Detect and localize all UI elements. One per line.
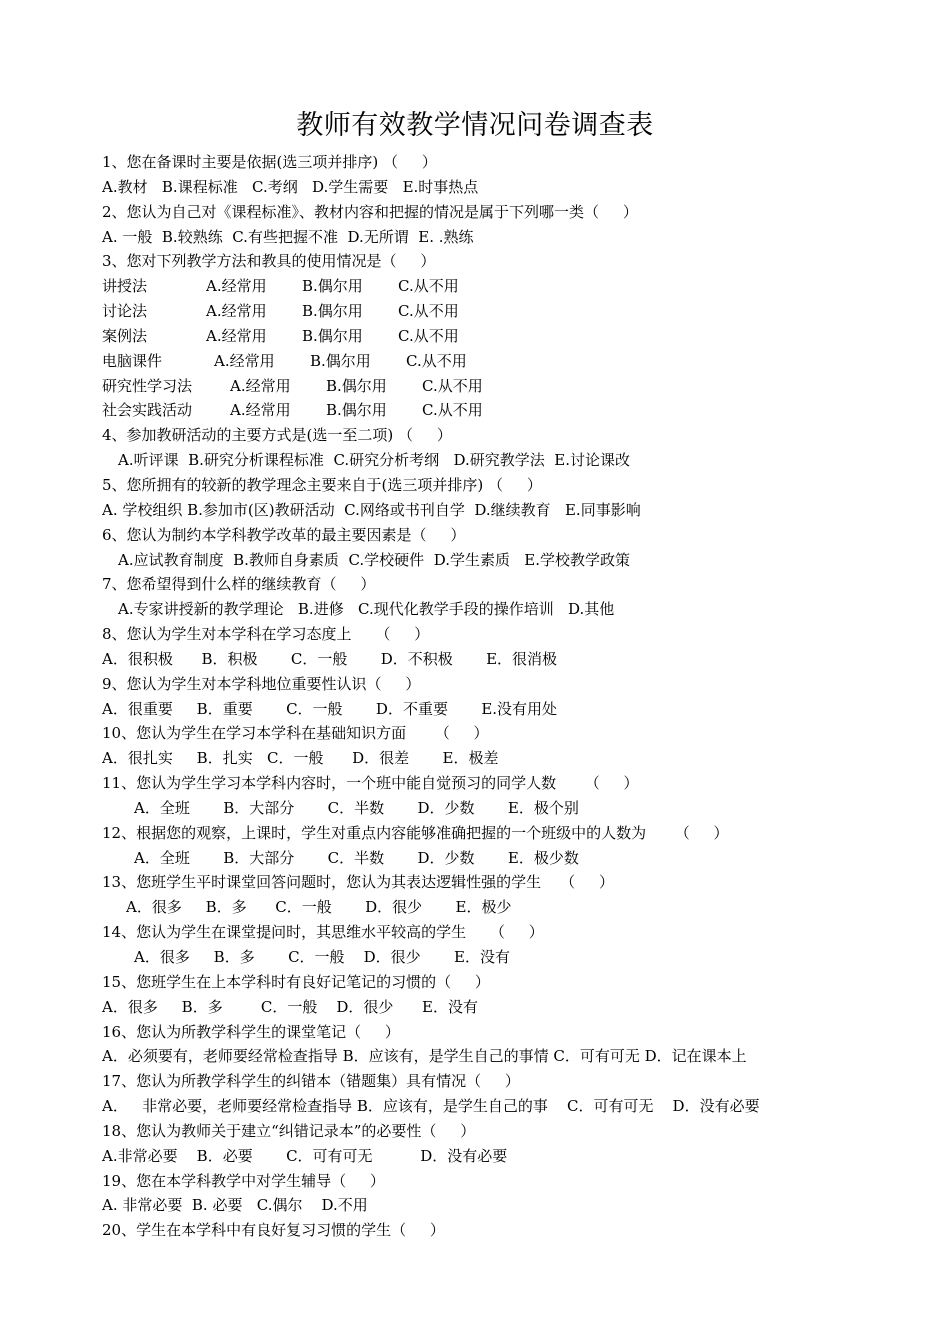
question-20: 20、学生在本学科中有良好复习习惯的学生（ ）: [102, 1221, 445, 1240]
option-b: B.偶尔用: [302, 326, 363, 345]
question-3: 3、您对下列教学方法和教具的使用情况是（ ）: [102, 252, 436, 271]
option-a: A.经常用: [230, 376, 291, 395]
options-11: A．全班 B．大部分 C．半数 D．少数 E．极个别: [134, 798, 579, 817]
options-16: A．必须要有，老师要经常检查指导 B．应该有，是学生自己的事情 C．可有可无 D．记在课本上: [102, 1047, 747, 1066]
options-18: A.非常必要 B．必要 C．可有可无 D．没有必要: [102, 1146, 508, 1165]
option-c: C.从不用: [398, 302, 459, 321]
question-17: 17、您认为所教学科学生的纠错本（错题集）具有情况（ ）: [102, 1072, 520, 1091]
question-5: 5、您所拥有的较新的教学理念主要来自于(选三项并排序) （ ）: [102, 475, 542, 494]
method-row: [102, 398, 922, 423]
method-label: 电脑课件: [102, 351, 163, 370]
method-label: 社会实践活动: [102, 401, 193, 420]
options-10: A．很扎实 B．扎实 C．一般 D．很差 E．极差: [102, 749, 499, 768]
options-12: A．全班 B．大部分 C．半数 D．少数 E．极少数: [134, 848, 579, 867]
method-label: 讨论法: [102, 302, 148, 321]
question-12: 12、根据您的观察，上课时，学生对重点内容能够准确把握的一个班级中的人数为 （ ）: [102, 823, 729, 842]
question-13: 13、您班学生平时课堂回答问题时，您认为其表达逻辑性强的学生 （ ）: [102, 873, 615, 892]
options-13: A．很多 B．多 C．一般 D．很少 E．极少: [126, 898, 512, 917]
options-2: A. 一般 B.较熟练 C.有些把握不准 D.无所谓 E. .熟练: [102, 227, 474, 246]
question-2: 2、您认为自己对《课程标准》、教材内容和把握的情况是属于下列哪一类（ ）: [102, 202, 638, 221]
option-b: B.偶尔用: [326, 376, 387, 395]
options-7: A.专家讲授新的教学理论 B.进修 C.现代化教学手段的操作培训 D.其他: [118, 600, 615, 619]
option-b: B.偶尔用: [302, 302, 363, 321]
option-a: A.经常用: [206, 326, 267, 345]
method-row: [102, 349, 922, 374]
method-row: [102, 299, 922, 324]
question-19: 19、您在本学科教学中对学生辅导（ ）: [102, 1171, 385, 1190]
question-8: 8、您认为学生对本学科在学习态度上 （ ）: [102, 625, 430, 644]
options-8: A．很积极 B．积极 C．一般 D．不积极 E．很消极: [102, 649, 558, 668]
question-6: 6、您认为制约本学科教学改革的最主要因素是（ ）: [102, 525, 466, 544]
question-18: 18、您认为教师关于建立“纠错记录本”的必要性（ ）: [102, 1121, 476, 1140]
method-label: 案例法: [102, 326, 148, 345]
method-label: 研究性学习法: [102, 376, 193, 395]
option-b: B.偶尔用: [326, 401, 387, 420]
question-11: 11、您认为学生学习本学科内容时，一个班中能自觉预习的同学人数 （ ）: [102, 774, 639, 793]
questionnaire-body: [102, 150, 922, 1243]
method-row: [102, 324, 922, 349]
option-c: C.从不用: [422, 376, 483, 395]
question-15: 15、您班学生在上本学科时有良好记笔记的习惯的（ ）: [102, 972, 490, 991]
option-a: A.经常用: [214, 351, 275, 370]
question-9: 9、您认为学生对本学科地位重要性认识（ ）: [102, 674, 421, 693]
method-row: [102, 374, 922, 399]
question-10: 10、您认为学生在学习本学科在基础知识方面 （ ）: [102, 724, 489, 743]
options-6: A.应试教育制度 B.教师自身素质 C.学校硬件 D.学生素质 E.学校教学政策: [118, 550, 630, 569]
option-c: C.从不用: [422, 401, 483, 420]
options-19: A. 非常必要 B. 必要 C.偶尔 D.不用: [102, 1196, 368, 1215]
question-1: 1、您在备课时主要是依据(选三项并排序) （ ）: [102, 153, 437, 171]
options-9: A．很重要 B．重要 C．一般 D．不重要 E.没有用处: [102, 699, 558, 718]
options-5: A. 学校组织 B.参加市(区)教研活动 C.网络或书刊自学 D.继续教育 E.同事影响: [102, 500, 641, 519]
options-1: A.教材 B.课程标准 C.考纲 D.学生需要 E.时事热点: [102, 177, 479, 196]
option-a: A.经常用: [206, 302, 267, 321]
option-c: C.从不用: [398, 277, 459, 296]
option-b: B.偶尔用: [310, 351, 371, 370]
method-label: 讲授法: [102, 277, 148, 296]
options-4: A.听评课 B.研究分析课程标准 C.研究分析考纲 D.研究教学法 E.讨论课改: [118, 451, 630, 470]
options-14: A．很多 B．多 C．一般 D．很少 E．没有: [134, 948, 510, 966]
question-14: 14、您认为学生在课堂提问时，其思维水平较高的学生 （ ）: [102, 923, 544, 942]
option-b: B.偶尔用: [302, 277, 363, 296]
question-7: 7、您希望得到什么样的继续教育（ ）: [102, 575, 376, 594]
options-15: A．很多 B．多 C．一般 D．很少 E．没有: [102, 997, 478, 1016]
question-4: 4、参加教研活动的主要方式是(选一至二项) （ ）: [102, 426, 452, 445]
option-c: C.从不用: [398, 326, 459, 345]
option-a: A.经常用: [230, 401, 291, 420]
method-row: [102, 274, 922, 299]
question-16: 16、您认为所教学科学生的课堂笔记（ ）: [102, 1022, 400, 1041]
page-title: 教师有效教学情况问卷调查表: [296, 110, 654, 141]
option-c: C.从不用: [406, 351, 467, 370]
option-a: A.经常用: [206, 277, 267, 296]
options-17: A． 非常必要，老师要经常检查指导 B．应该有，是学生自己的事 C．可有可无 D．没有必要: [102, 1097, 760, 1116]
